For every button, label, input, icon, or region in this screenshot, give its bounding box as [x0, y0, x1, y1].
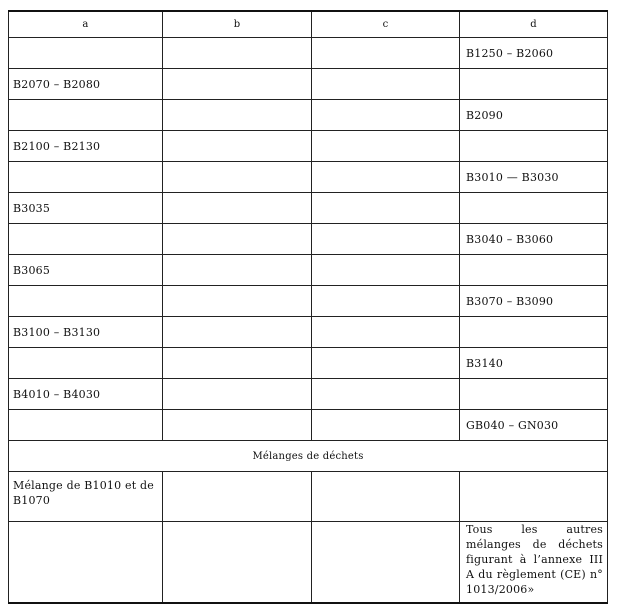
cell-d: B3140	[460, 348, 608, 379]
cell-d: B1250 – B2060	[460, 38, 608, 69]
cell-b	[163, 193, 312, 224]
table-row	[9, 162, 608, 193]
cell-a	[9, 100, 163, 131]
cell-c	[312, 522, 460, 604]
cell-c	[312, 255, 460, 286]
column-header-a: a	[9, 11, 163, 38]
cell-c	[312, 224, 460, 255]
cell-d	[460, 193, 608, 224]
cell-a	[9, 348, 163, 379]
table-row	[9, 379, 608, 410]
table-row	[9, 317, 608, 348]
cell-c	[312, 69, 460, 100]
cell-b	[163, 286, 312, 317]
cell-c	[312, 131, 460, 162]
section-title: Mélanges de déchets	[9, 441, 608, 472]
cell-b	[163, 162, 312, 193]
cell-a	[9, 38, 163, 69]
cell-b	[163, 317, 312, 348]
column-header-b: b	[163, 11, 312, 38]
cell-a	[9, 410, 163, 441]
cell-c	[312, 348, 460, 379]
table-row	[9, 224, 608, 255]
cell-a	[9, 162, 163, 193]
cell-c	[312, 286, 460, 317]
cell-c	[312, 193, 460, 224]
cell-c	[312, 162, 460, 193]
cell-c	[312, 379, 460, 410]
table-row	[9, 410, 608, 441]
header-row	[9, 11, 608, 38]
cell-b	[163, 379, 312, 410]
cell-c	[312, 38, 460, 69]
cell-a: B3065	[9, 255, 163, 286]
cell-d: B2090	[460, 100, 608, 131]
cell-d	[460, 255, 608, 286]
cell-d	[460, 131, 608, 162]
table-row	[9, 193, 608, 224]
cell-a: B2100 – B2130	[9, 131, 163, 162]
column-header-d: d	[460, 11, 608, 38]
cell-a: B2070 – B2080	[9, 69, 163, 100]
cell-b	[163, 38, 312, 69]
cell-b	[163, 348, 312, 379]
table-row	[9, 131, 608, 162]
cell-d: Tous les autres mélanges de déchets figurant à l’annexe III A du règlement (CE) n° 1013/2006»	[460, 522, 608, 604]
table-row	[9, 38, 608, 69]
table-row	[9, 100, 608, 131]
cell-c	[312, 472, 460, 522]
column-header-c: c	[312, 11, 460, 38]
cell-d: GB040 – GN030	[460, 410, 608, 441]
table-row	[9, 348, 608, 379]
cell-b	[163, 410, 312, 441]
cell-b	[163, 100, 312, 131]
cell-c	[312, 410, 460, 441]
table-row	[9, 286, 608, 317]
cell-d: B3070 – B3090	[460, 286, 608, 317]
cell-b	[163, 255, 312, 286]
mix-row	[9, 522, 608, 604]
cell-b	[163, 131, 312, 162]
mix-row	[9, 472, 608, 522]
cell-d	[460, 379, 608, 410]
cell-a	[9, 522, 163, 604]
cell-d	[460, 317, 608, 348]
cell-d	[460, 69, 608, 100]
cell-b	[163, 472, 312, 522]
cell-d: B3010 — B3030	[460, 162, 608, 193]
cell-b	[163, 224, 312, 255]
cell-c	[312, 317, 460, 348]
waste-table	[8, 10, 608, 604]
cell-a: Mélange de B1010 et de B1070	[9, 472, 163, 522]
cell-b	[163, 522, 312, 604]
cell-b	[163, 69, 312, 100]
cell-a: B3100 – B3130	[9, 317, 163, 348]
section-row	[9, 441, 608, 472]
table-row	[9, 69, 608, 100]
cell-d: B3040 – B3060	[460, 224, 608, 255]
cell-a	[9, 286, 163, 317]
cell-d	[460, 472, 608, 522]
cell-a	[9, 224, 163, 255]
cell-a: B4010 – B4030	[9, 379, 163, 410]
cell-c	[312, 100, 460, 131]
table-row	[9, 255, 608, 286]
cell-a: B3035	[9, 193, 163, 224]
